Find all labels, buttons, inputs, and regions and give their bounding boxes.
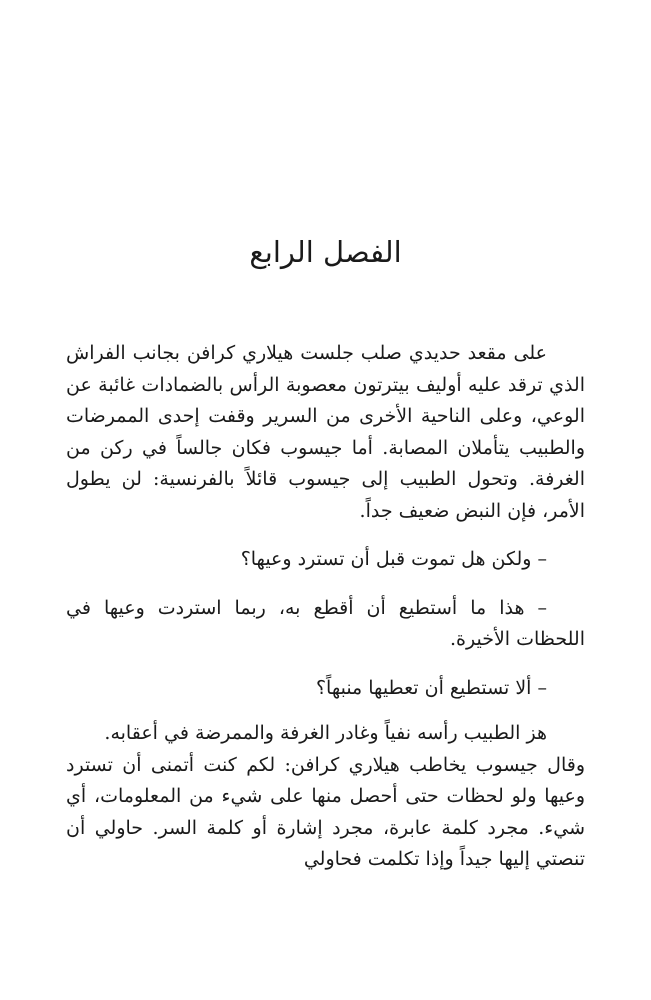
paragraph-jessop-speaks: وقال جيسوب يخاطب هيلاري كرافن: لكم كنت أتمنى أن تسترد وعيها ولو لحظات حتى أحصل منها على شيء من المعلومات، أي شيء. مجرد كلمة عابرة، مجرد إشارة أو كلمة السر. حاولي أن تنصتي إليها جيداً وإذا تكلمت فحاولي [66, 753, 585, 870]
dialogue-line-1: – ولكن هل تموت قبل أن تسترد وعيها؟ [240, 548, 547, 570]
paragraph-doctor-leaves: هز الطبيب رأسه نفياً وغادر الغرفة والممرضة في أعقابه. [104, 722, 547, 744]
dialogue-line-3: – ألا تستطيع أن تعطيها منبهاً؟ [315, 676, 547, 699]
paragraph-opening: على مقعد حديدي صلب جلست هيلاري كرافن بجانب الفراش الذي ترقد عليه أوليف بيترتون معصوبة الرأس بالضمادات غائبة عن الوعي، وعلى الناحية الأخرى من السرير وقفت إحدى الممرضات والطبيب يتأملان المصابة. أما جيسوب فكان جالساً في ركن من الغرفة. وتحول الطبيب إلى جيسوب قائلاً بالفرنسية: لن يطول الأمر، فإن النبض ضعيف جداً. [66, 342, 585, 522]
chapter-body [66, 338, 585, 876]
book-page [66, 0, 585, 1000]
chapter-title: الفصل الرابع [249, 235, 402, 269]
dialogue-line-2: – هذا ما أستطيع أن أقطع به، ربما استردت وعيها في اللحظات الأخيرة. [66, 596, 585, 650]
